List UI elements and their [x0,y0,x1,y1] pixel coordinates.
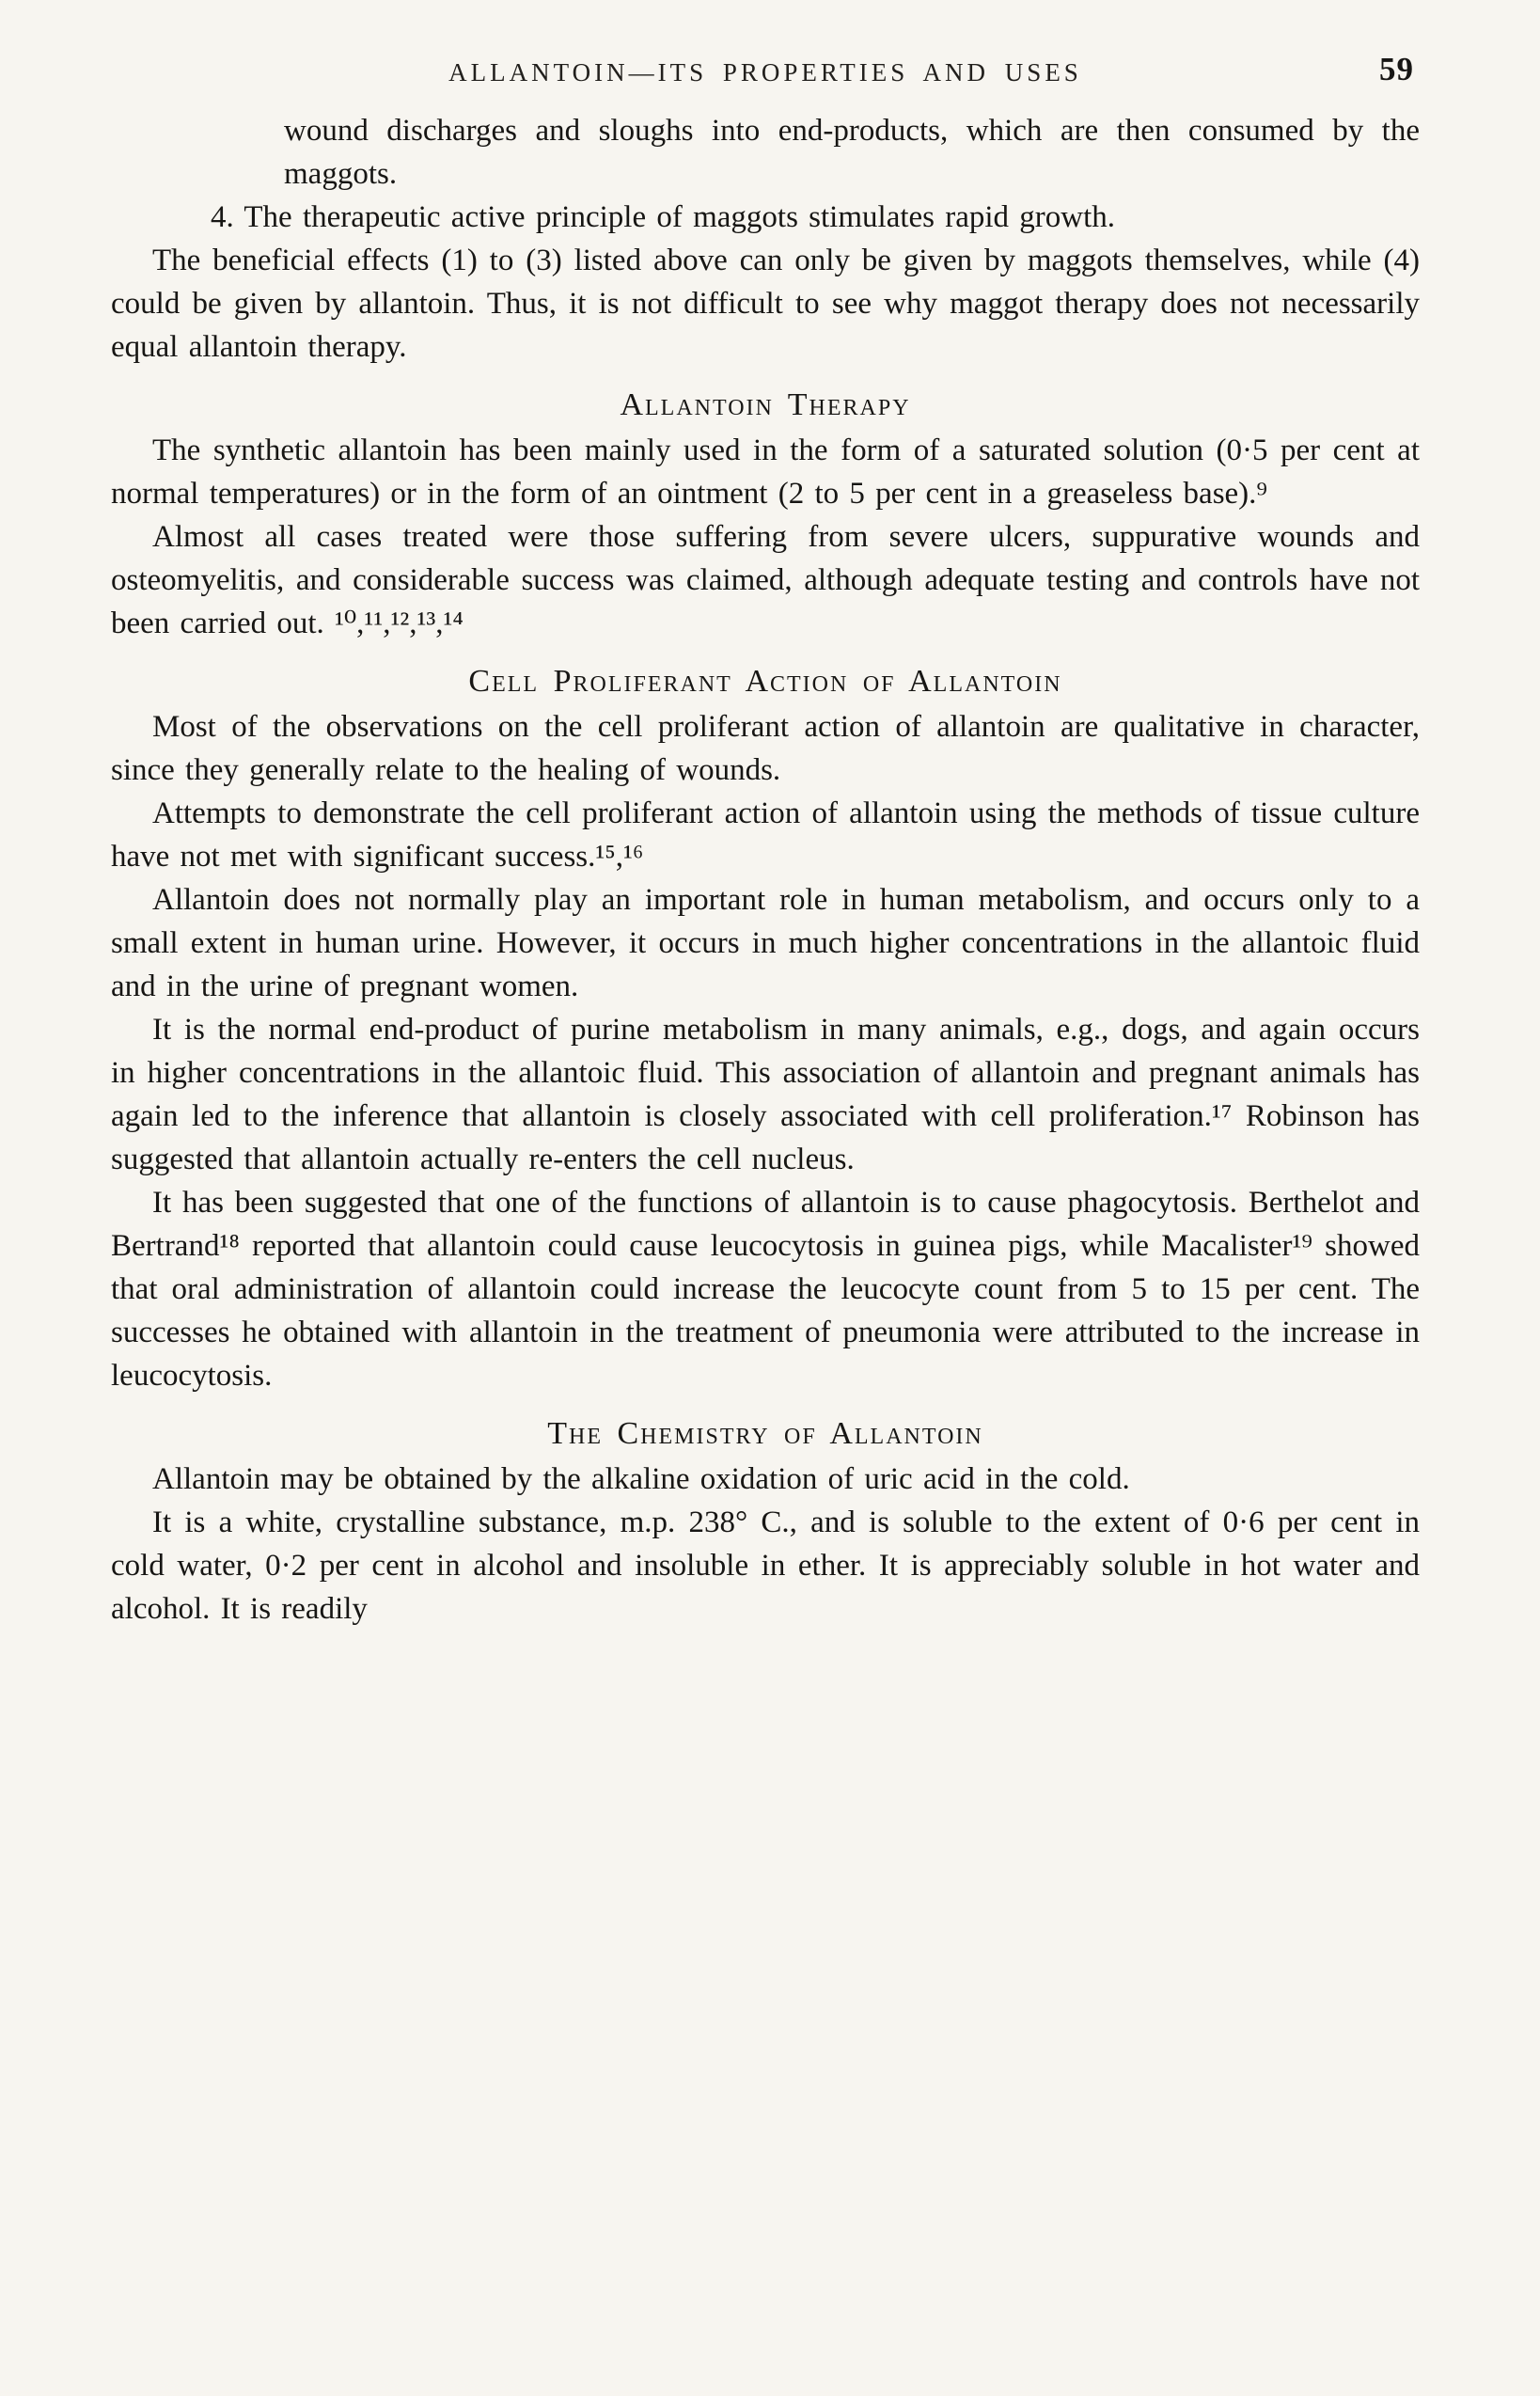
list-item-4: 4. The therapeutic active principle of maggots stimulates rapid growth. [211,200,1116,234]
paragraph-cell-2: Attempts to demonstrate the cell proliferant action of allantoin using the methods of tissue culture have not met with significant success.¹⁵,¹⁶ [111,796,1420,874]
page-header [111,51,1420,87]
paragraph-cell-4: It is the normal end-product of purine metabolism in many animals, e.g., dogs, and again occurs in higher concentrations in the allantoic fluid. This association of allantoin and pregnant animals has again led to the inference that allantoin is closely associated with cell proliferation.¹⁷ Robinson has suggested that allantoin actually re-enters the cell nucleus. [111,1013,1420,1176]
paragraph-therapy-2: Almost all cases treated were those suffering from severe ulcers, suppurative wounds and osteomyelitis, and considerable success was claimed, although adequate testing and controls have not been carried out. ¹⁰,¹¹,¹²,¹³,¹⁴ [111,520,1420,640]
paragraph-cell-3: Allantoin does not normally play an important role in human metabolism, and occurs only to a small extent in human urine. However, it occurs in much higher concentrations in the allantoic fluid and in the urine of pregnant women. [111,883,1420,1003]
paragraph-cell-1: Most of the observations on the cell proliferant action of allantoin are qualitative in character, since they generally relate to the healing of wounds. [111,710,1420,787]
paragraph-chemistry-2: It is a white, crystalline substance, m.p. 238° C., and is soluble to the extent of 0·6 per cent in cold water, 0·2 per cent in alcohol and insoluble in ether. It is appreciably soluble in hot water and alcohol. It is readily [111,1505,1420,1626]
paragraph-chemistry-1: Allantoin may be obtained by the alkaline oxidation of uric acid in the cold. [152,1462,1130,1496]
page-number: 59 [1379,51,1414,87]
section-heading-allantoin-therapy: Allantoin Therapy [620,387,911,422]
paragraph-maggot-vs-allantoin: The beneficial effects (1) to (3) listed above can only be given by maggots themselves, while (4) could be given by allantoin. Thus, it is not difficult to see why maggot therapy does not necessarily equal allantoin therapy. [111,244,1420,364]
paragraph-cell-5: It has been suggested that one of the functions of allantoin is to cause phagocytosis. Berthelot and Bertrand¹⁸ reported that allantoin could cause leucocytosis in guinea pigs, while Macalister¹⁹ showed that oral administration of allantoin could increase the leucocyte count from 5 to 15 per cent. The successes he obtained with allantoin in the treatment of pneumonia were attributed to the increase in leucocytosis. [111,1186,1420,1393]
section-heading-cell-proliferant-action: Cell Proliferant Action of Allantoin [468,664,1062,699]
running-head-title: ALLANTOIN—ITS PROPERTIES AND USES [448,58,1082,87]
section-heading-chemistry-of-allantoin: The Chemistry of Allantoin [547,1416,983,1451]
list-item-continuation: wound discharges and sloughs into end-products, which are then consumed by the maggots. [284,114,1420,191]
paragraph-therapy-1: The synthetic allantoin has been mainly used in the form of a saturated solution (0·5 per cent at normal temperatures) or in the form of an ointment (2 to 5 per cent in a greaseless base).⁹ [111,433,1420,511]
text-column [111,109,1420,1631]
